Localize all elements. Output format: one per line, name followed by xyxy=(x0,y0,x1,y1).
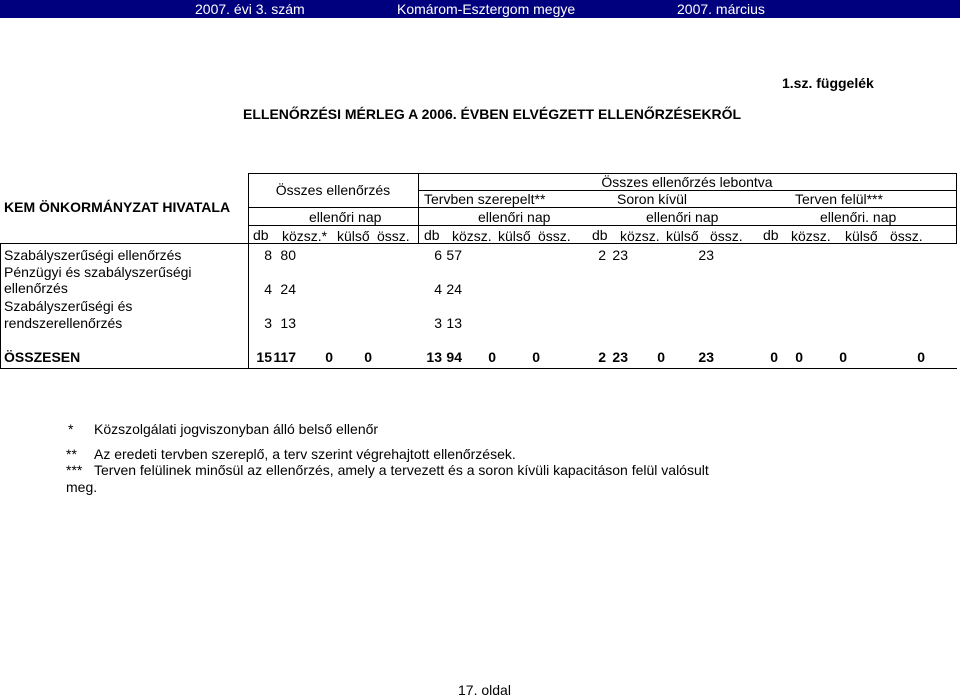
nap-label-felul: ellenőri. nap xyxy=(820,209,897,225)
table-cell: 3 xyxy=(434,315,442,331)
total-cell: 0 xyxy=(532,349,540,365)
total-cell: 23 xyxy=(698,349,714,365)
subheader-kulso: külső xyxy=(845,228,878,244)
subheader-db: db xyxy=(424,227,440,243)
footnote-mark: *** xyxy=(66,462,83,478)
row-label: Pénzügyi és szabályszerűségi xyxy=(4,264,192,280)
org-header: KEM ÖNKORMÁNYZAT HIVATALA xyxy=(4,199,231,215)
total-cell: 0 xyxy=(488,349,496,365)
row-label: ellenőrzés xyxy=(4,280,68,296)
total-cell: 2 xyxy=(598,349,606,365)
total-cell: 0 xyxy=(770,349,778,365)
footnote-mark: * xyxy=(68,421,74,437)
subheader-db: db xyxy=(253,227,269,243)
table-cell: 57 xyxy=(446,247,462,263)
group-terven-felul: Terven felül*** xyxy=(795,191,883,207)
footnote-text: meg. xyxy=(66,479,98,495)
subheader-kulso: külső xyxy=(337,228,370,244)
subheader-kozsz: közsz.* xyxy=(282,228,328,244)
nap-label-tervben: ellenőri nap xyxy=(478,209,551,225)
subheader-ossz: össz. xyxy=(890,228,923,244)
total-cell: 0 xyxy=(795,349,803,365)
subheader-ossz: össz. xyxy=(710,228,743,244)
total-cell: 0 xyxy=(657,349,665,365)
subheader-db: db xyxy=(763,227,779,243)
footnote-mark: ** xyxy=(66,446,77,462)
row-label: Szabályszerűségi ellenőrzés xyxy=(4,247,182,263)
total-cell: 0 xyxy=(839,349,847,365)
table-cell: 4 xyxy=(434,281,442,297)
table-cell: 3 xyxy=(264,315,272,331)
total-header: Összes ellenőrzés xyxy=(275,182,391,198)
row-label: Szabályszerűségi és xyxy=(4,298,133,314)
total-cell: 117 xyxy=(273,349,296,365)
total-cell: 0 xyxy=(917,349,925,365)
footnote-text: Közszolgálati jogviszonyban álló belső ellenőr xyxy=(94,421,379,437)
table-cell: 2 xyxy=(598,247,606,263)
total-row-label: ÖSSZESEN xyxy=(4,349,81,365)
table-cell: 6 xyxy=(434,247,442,263)
date-label: 2007. március xyxy=(677,1,765,17)
breakdown-header: Összes ellenőrzés lebontva xyxy=(601,174,773,190)
county-label: Komárom-Esztergom megye xyxy=(397,1,576,17)
total-cell: 94 xyxy=(446,349,462,365)
appendix-label: 1.sz. függelék xyxy=(782,75,874,91)
table-cell: 4 xyxy=(264,281,272,297)
group-soron-kivul: Soron kívül xyxy=(617,191,688,207)
header-bar xyxy=(0,0,960,18)
subheader-kozsz: közsz. xyxy=(452,228,492,244)
table-cell: 80 xyxy=(280,247,296,263)
document-title: ELLENŐRZÉSI MÉRLEG A 2006. ÉVBEN ELVÉGZETT ELLENŐRZÉSEKRŐL xyxy=(243,106,742,122)
nap-label-total: ellenőri nap xyxy=(309,209,382,225)
table-cell: 23 xyxy=(698,247,714,263)
total-cell: 23 xyxy=(612,349,628,365)
total-cell: 13 xyxy=(426,349,442,365)
subheader-ossz: össz. xyxy=(538,228,571,244)
total-cell: 0 xyxy=(364,349,372,365)
table-cell: 8 xyxy=(264,247,272,263)
table-cell: 23 xyxy=(612,247,628,263)
total-cell: 0 xyxy=(325,349,333,365)
group-tervben: Tervben szerepelt** xyxy=(424,191,546,207)
total-cell: 15 xyxy=(256,349,272,365)
footnote-text: Terven felülinek minősül az ellenőrzés, amely a tervezett és a soron kívüli kapacitáson felül valósult xyxy=(94,462,709,478)
row-label: rendszerellenőrzés xyxy=(4,315,123,331)
subheader-kulso: külső xyxy=(666,228,699,244)
table-cell: 24 xyxy=(280,281,296,297)
footnote-text: Az eredeti tervben szereplő, a terv szerint végrehajtott ellenőrzések. xyxy=(94,446,516,462)
page-number: 17. oldal xyxy=(458,682,511,698)
subheader-db: db xyxy=(592,227,608,243)
subheader-ossz: össz. xyxy=(377,228,410,244)
table-cell: 13 xyxy=(446,315,462,331)
subheader-kozsz: közsz. xyxy=(791,228,831,244)
table-cell: 24 xyxy=(446,281,462,297)
subheader-kozsz: közsz. xyxy=(620,228,660,244)
issue-label: 2007. évi 3. szám xyxy=(195,1,305,17)
table-cell: 13 xyxy=(280,315,296,331)
subheader-kulso: külső xyxy=(498,228,531,244)
nap-label-soron: ellenőri nap xyxy=(646,209,719,225)
